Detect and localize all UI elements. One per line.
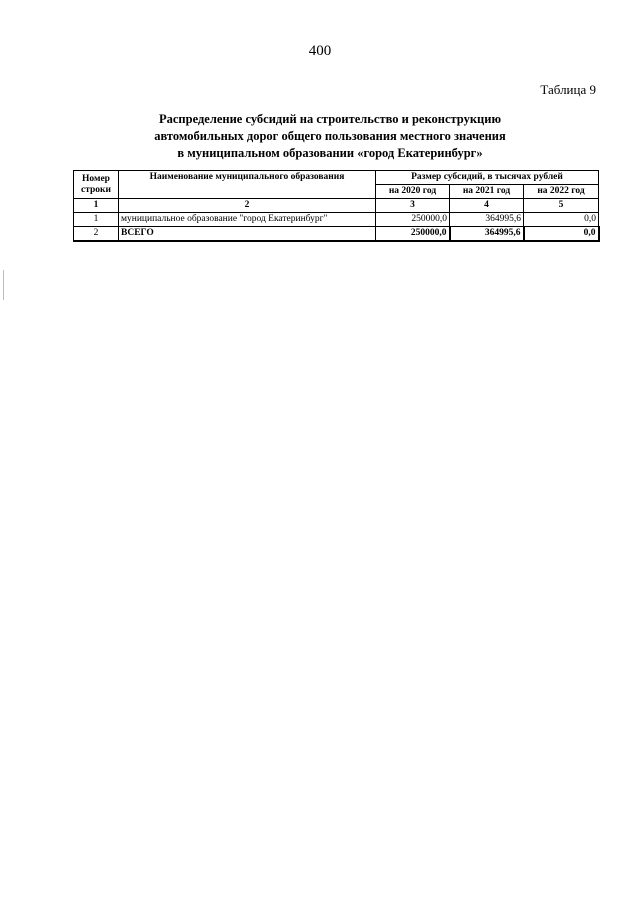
- page-number: 400: [308, 43, 332, 59]
- header-year-2021: на 2021 год: [450, 185, 524, 199]
- column-number-row: [74, 199, 599, 213]
- title-line-1: Распределение субсидий на строительство и реконструкцию: [158, 112, 502, 126]
- row-value-2022: 0,0: [524, 213, 599, 227]
- table-caption: Таблица 9: [540, 82, 596, 97]
- title-line-2: автомобильных дорог общего пользования местного значения: [154, 129, 506, 143]
- header-row-number: [74, 171, 119, 199]
- row-value-2020: 250000,0: [376, 213, 450, 227]
- total-row-number: 2: [74, 227, 119, 242]
- total-value-2022: 0,0: [524, 227, 599, 242]
- column-number: 3: [376, 199, 450, 213]
- total-value-2020: 250000,0: [376, 227, 450, 242]
- column-number: 1: [74, 199, 119, 213]
- header-year-2020: на 2020 год: [376, 185, 450, 199]
- header-row-number-line2: строки: [81, 184, 111, 195]
- subsidy-table: [73, 170, 600, 242]
- table-row: [74, 213, 599, 227]
- title-line-3: в муниципальном образовании «город Екатеринбург»: [177, 146, 483, 160]
- table-total-row: [74, 227, 599, 242]
- header-row-number-line1: Номер: [82, 173, 110, 184]
- row-value-2021: 364995,6: [450, 213, 524, 227]
- document-title: [60, 111, 600, 162]
- header-subsidy-group: Размер субсидий, в тысячах рублей: [376, 171, 599, 185]
- header-year-2022: на 2022 год: [524, 185, 599, 199]
- total-name: ВСЕГО: [119, 227, 376, 242]
- column-number: 4: [450, 199, 524, 213]
- total-value-2021: 364995,6: [450, 227, 524, 242]
- header-row-1: [74, 171, 599, 185]
- column-number: 2: [119, 199, 376, 213]
- header-name: Наименование муниципального образования: [119, 171, 376, 199]
- column-number: 5: [524, 199, 599, 213]
- scan-margin-mark: [3, 270, 4, 300]
- row-name: муниципальное образование "город Екатеринбург": [119, 213, 376, 227]
- row-number: 1: [74, 213, 119, 227]
